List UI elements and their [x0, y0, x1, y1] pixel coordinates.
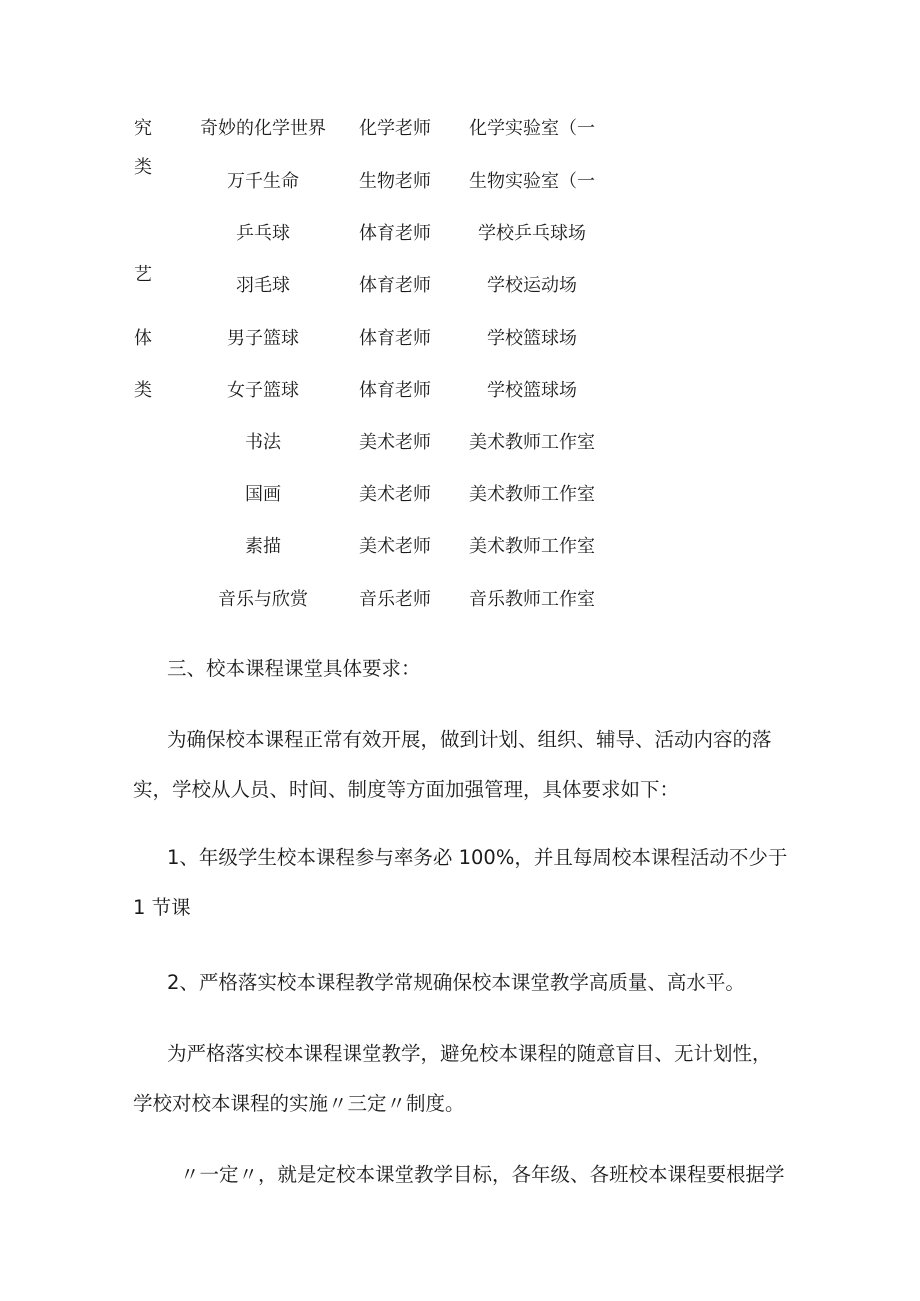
course-location: 学校乒乓球场: [478, 223, 586, 244]
course-name: 素描: [245, 536, 281, 557]
course-teacher: 体育老师: [359, 328, 431, 349]
course-teacher: 体育老师: [359, 275, 431, 296]
course-location: 学校篮球场: [487, 328, 577, 349]
category-label: 艺: [134, 264, 152, 285]
course-teacher: 美术老师: [359, 536, 431, 557]
course-location: 美术教师工作室: [469, 432, 595, 453]
course-location: 化学实验室（一: [469, 118, 595, 139]
course-location: 生物实验室（一: [469, 171, 595, 192]
paragraph-line: 实，学校从人员、时间、制度等方面加强管理，具体要求如下：: [133, 778, 680, 801]
course-teacher: 美术老师: [359, 484, 431, 505]
course-location: 学校篮球场: [487, 380, 577, 401]
paragraph-line: 1、年级学生校本课程参与率务必 100%，并且每周校本课程活动不少于: [167, 846, 788, 869]
paragraph-line: 为确保校本课程正常有效开展，做到计划、组织、辅导、活动内容的落: [167, 728, 772, 751]
course-name: 书法: [245, 432, 281, 453]
course-location: 美术教师工作室: [469, 536, 595, 557]
course-name: 音乐与欣赏: [218, 589, 308, 610]
course-teacher: 音乐老师: [359, 589, 431, 610]
course-teacher: 化学老师: [359, 118, 431, 139]
category-label: 类: [134, 157, 152, 178]
category-label: 体: [134, 328, 152, 349]
course-teacher: 体育老师: [359, 380, 431, 401]
category-label: 究: [134, 118, 152, 139]
paragraph-line: 2、严格落实校本课程教学常规确保校本课堂教学高质量、高水平。: [167, 971, 745, 994]
paragraph-line: 为严格落实校本课程课堂教学，避免校本课程的随意盲目、无计划性，: [167, 1042, 772, 1065]
course-name: 乒乓球: [236, 223, 290, 244]
course-name: 国画: [245, 484, 281, 505]
course-location: 美术教师工作室: [469, 484, 595, 505]
section-heading: 三、校本课程课堂具体要求：: [167, 657, 421, 680]
course-location: 音乐教师工作室: [469, 589, 595, 610]
paragraph-line: 学校对校本课程的实施〃三定〃制度。: [133, 1092, 465, 1115]
course-name: 奇妙的化学世界: [200, 118, 326, 139]
course-name: 万千生命: [227, 171, 299, 192]
course-name: 男子篮球: [227, 328, 299, 349]
paragraph-line: 1 节课: [133, 896, 191, 919]
course-name: 女子篮球: [227, 380, 299, 401]
course-teacher: 体育老师: [359, 223, 431, 244]
category-label: 类: [134, 380, 152, 401]
paragraph-line: 〃一定〃，就是定校本课堂教学目标，各年级、各班校本课程要根据学: [180, 1163, 785, 1186]
course-location: 学校运动场: [487, 275, 577, 296]
course-teacher: 美术老师: [359, 432, 431, 453]
course-teacher: 生物老师: [359, 171, 431, 192]
course-name: 羽毛球: [236, 275, 290, 296]
